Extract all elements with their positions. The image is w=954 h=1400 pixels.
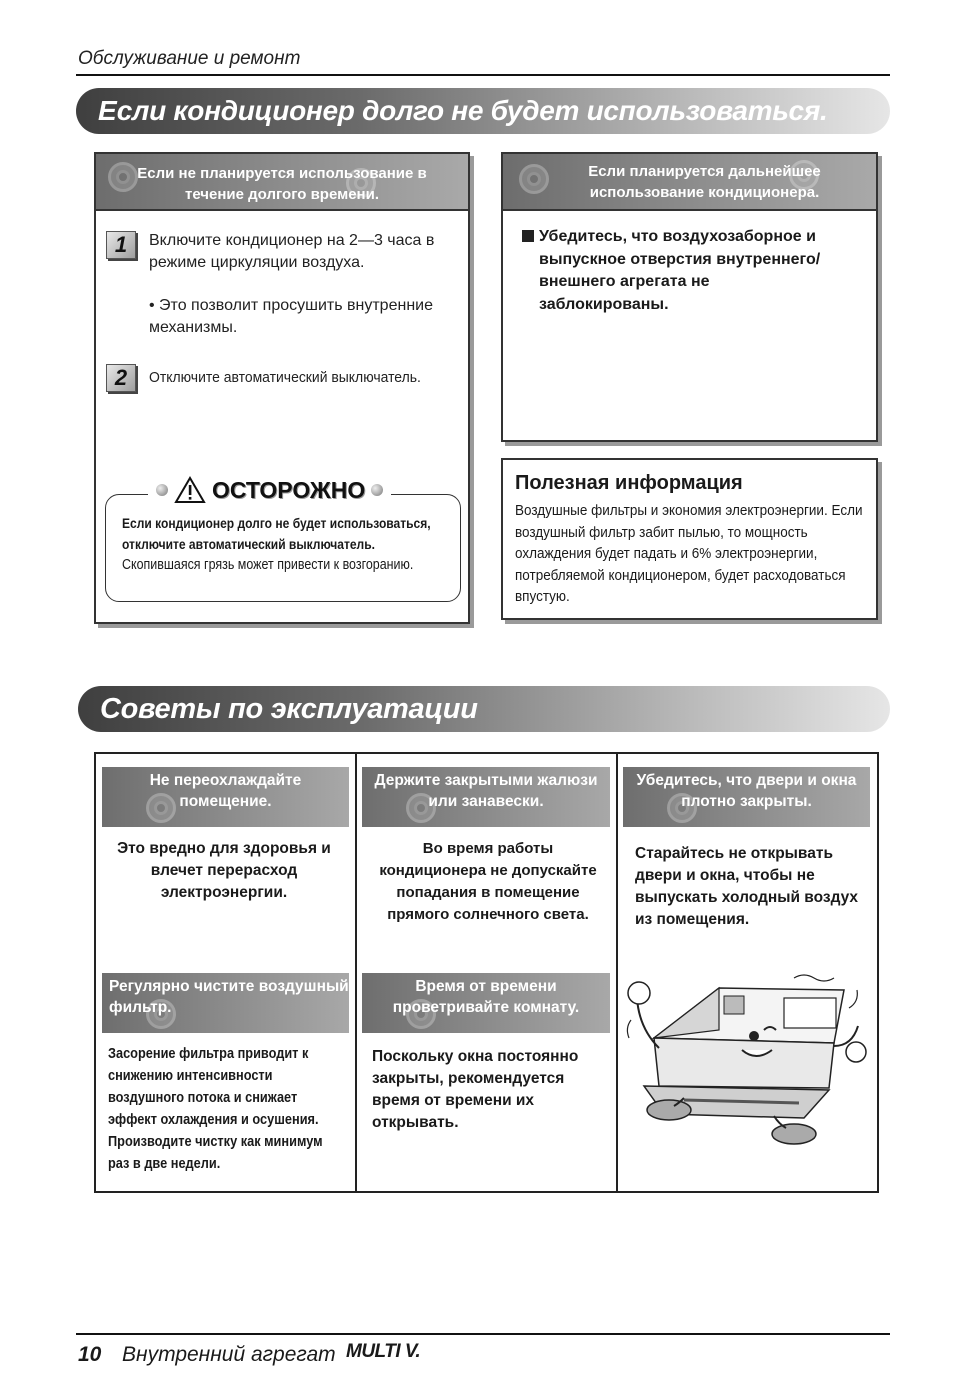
tip-3-text: Старайтесь не открывать двери и окна, чтобы не выпускать холодный воздух из помещения. xyxy=(635,845,859,928)
section-banner-long-term xyxy=(76,88,890,134)
box-header xyxy=(96,154,468,211)
bullet-dot-icon xyxy=(371,484,383,496)
tip-4-header xyxy=(102,973,349,1033)
tip-title: Не переохлаждайте помещение. xyxy=(149,772,302,810)
grid-divider xyxy=(355,752,357,1193)
step-2-text: Отключите автоматический выключатель. xyxy=(149,369,421,386)
caution-bold-text: Если кондиционер долго не будет использоваться, отключите автоматический выключатель. xyxy=(122,515,431,552)
warning-triangle-icon xyxy=(174,476,206,504)
tip-title: Время от времени проветривайте комнату. xyxy=(392,978,580,1016)
tip-1-text: Это вредно для здоровья и влечет перерасход электроэнергии. xyxy=(117,840,331,901)
bullet-dot-icon xyxy=(156,484,168,496)
swirl-icon xyxy=(146,793,176,823)
grid-divider xyxy=(616,752,618,1193)
tip-1-header xyxy=(102,767,349,827)
tip-title: Убедитесь, что двери и окна плотно закрыты. xyxy=(636,772,857,810)
info-title: Полезная информация xyxy=(515,472,743,494)
banner-title: Если кондиционер долго не будет использоваться. xyxy=(98,95,828,126)
step-2-badge: 2 xyxy=(106,364,136,392)
bullet-square-icon xyxy=(522,230,534,242)
box-long-term-nonuse xyxy=(94,152,470,624)
tip-3-header xyxy=(623,767,870,827)
caution-heading xyxy=(148,476,391,504)
header-rule xyxy=(76,74,890,76)
page-number: 10 xyxy=(78,1343,102,1366)
caution-text: Скопившаяся грязь может привести к возгоранию. xyxy=(122,557,414,573)
caution-title: ОСТОРОЖНО xyxy=(212,476,366,503)
box-title: Если планируется дальнейшее использование кондиционера. xyxy=(588,163,821,201)
tip-4-text: Засорение фильтра приводит к снижению интенсивности воздушного потока и снижает эффект охлаждения и осушения. Производите чистку как минимум раз в две недели. xyxy=(108,1046,323,1172)
info-text: Воздушные фильтры и экономия электроэнергии. Если воздушный фильтр забит пылью, то мощность охлаждения будет падать и 6% электроэнергии, потребляемой кондиционером, будет расходоваться впустую. xyxy=(515,502,863,605)
swirl-icon xyxy=(108,162,138,192)
tip-5-text: Поскольку окна постоянно закрыты, рекомендуется время от времени их открывать. xyxy=(372,1048,579,1131)
tip-2-text: Во время работы кондиционера не допускайте попадания в помещение прямого солнечного света. xyxy=(379,840,597,923)
swirl-icon xyxy=(519,164,549,194)
step-1-badge: 1 xyxy=(106,231,136,259)
box-title: Если не планируется использование в течение долгого времени. xyxy=(137,165,427,203)
multi-v-logo: MULTI V. xyxy=(346,1341,421,1362)
step-1-note: • Это позволит просушить внутренние механизмы. xyxy=(149,297,433,336)
tip-2-header xyxy=(362,767,610,827)
footer-rule xyxy=(76,1333,890,1335)
cassette-unit-illustration xyxy=(624,968,874,1152)
banner-title: Советы по эксплуатации xyxy=(100,692,478,725)
tip-5-header xyxy=(362,973,610,1033)
box-continued-use xyxy=(501,152,878,442)
box-header xyxy=(503,154,876,211)
footer-text: Внутренний агрегат xyxy=(122,1343,336,1366)
section-banner-tips xyxy=(78,686,890,732)
box-text: Убедитесь, что воздухозаборное и выпускное отверстия внутреннего/внешнего агрегата не заблокированы. xyxy=(539,228,821,313)
tip-title: Держите закрытыми жалюзи или занавески. xyxy=(374,772,598,810)
useful-info-box xyxy=(501,458,878,620)
step-1-text: Включите кондиционер на 2—3 часа в режиме циркуляции воздуха. xyxy=(149,232,435,271)
page-header-section: Обслуживание и ремонт xyxy=(78,48,301,69)
tip-title: Регулярно чистите воздушный фильтр. xyxy=(109,978,349,1016)
